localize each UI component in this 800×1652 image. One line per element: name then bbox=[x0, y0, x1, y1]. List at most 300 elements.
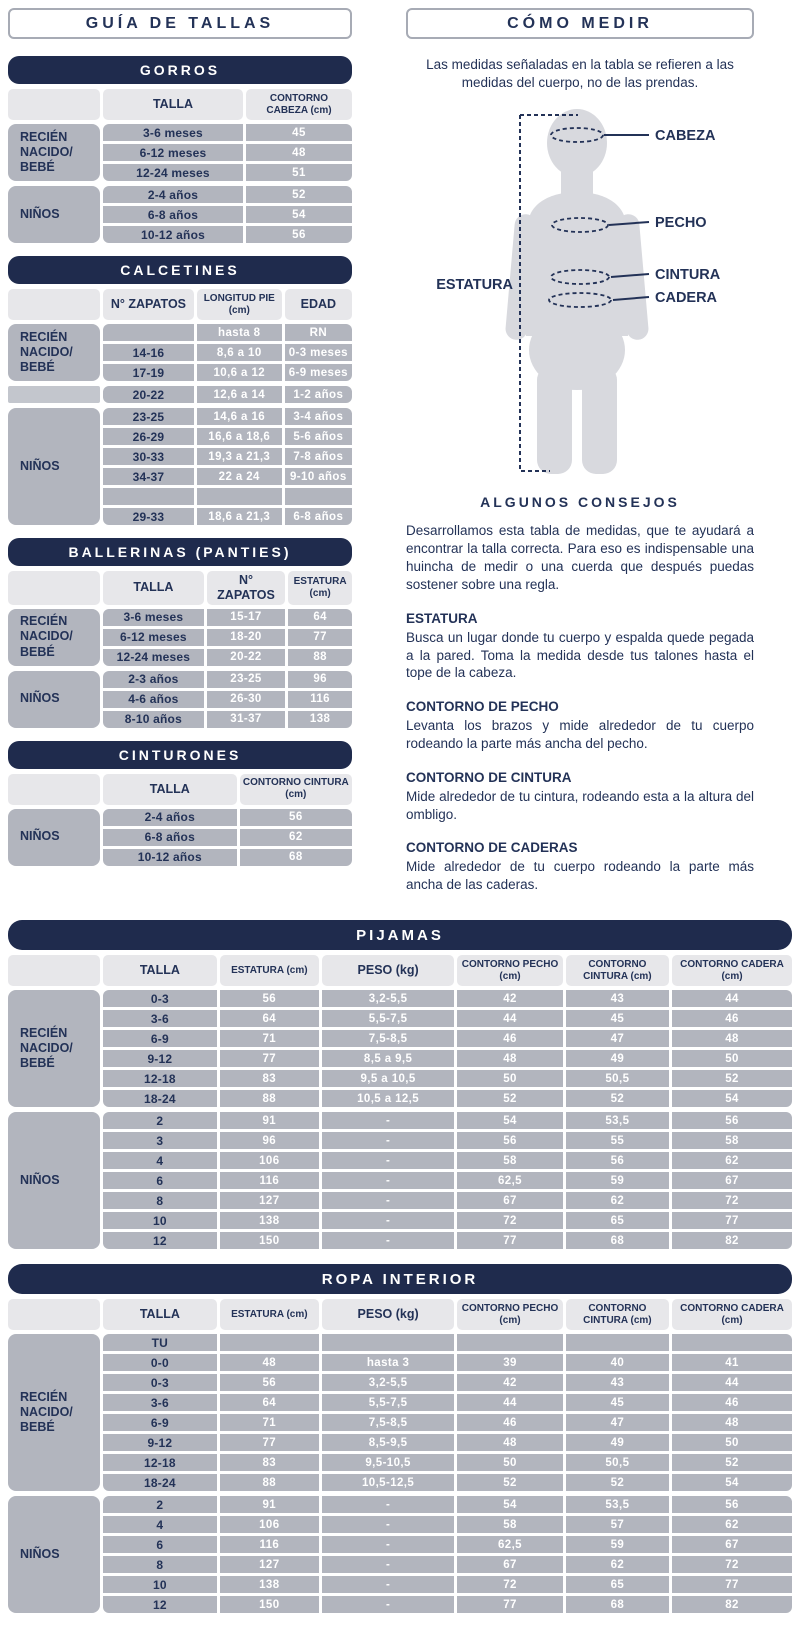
corner-cell bbox=[8, 1299, 100, 1330]
value-cell: 62 bbox=[672, 1516, 792, 1533]
group-label-cell bbox=[8, 1112, 100, 1249]
section-contorno-caderas-text: Mide alrededor de tu cuerpo rodeando la parte más ancha de las caderas. bbox=[406, 859, 754, 893]
value-cell: 45 bbox=[246, 124, 352, 141]
table-group-band bbox=[8, 408, 352, 525]
value-cell: 15-17 bbox=[207, 609, 285, 626]
table-row bbox=[103, 1010, 792, 1027]
corner-cell bbox=[8, 289, 100, 320]
value-cell: 52 bbox=[672, 1070, 792, 1087]
size-cell: 3-6 meses bbox=[103, 124, 243, 141]
value-cell: 47 bbox=[566, 1414, 669, 1431]
table-row bbox=[103, 1454, 792, 1471]
cadera-label: CADERA bbox=[655, 290, 718, 307]
value-cell: 58 bbox=[457, 1516, 562, 1533]
table-row bbox=[103, 711, 352, 728]
value-cell: 88 bbox=[220, 1474, 319, 1491]
value-cell: 6-9 meses bbox=[285, 364, 352, 381]
value-cell: - bbox=[322, 1192, 454, 1209]
value-cell: 77 bbox=[288, 629, 352, 646]
table-row bbox=[103, 691, 352, 708]
table-row bbox=[103, 144, 352, 161]
value-cell: 57 bbox=[566, 1516, 669, 1533]
value-cell: - bbox=[322, 1576, 454, 1593]
table-row bbox=[103, 488, 352, 505]
size-cell: 12 bbox=[103, 1596, 217, 1613]
value-cell: 54 bbox=[457, 1496, 562, 1513]
value-cell: 127 bbox=[220, 1556, 319, 1573]
table-group-band bbox=[8, 124, 352, 181]
value-cell: 46 bbox=[457, 1414, 562, 1431]
value-cell: 48 bbox=[457, 1434, 562, 1451]
how-to-measure-title-box bbox=[406, 8, 754, 39]
gorros-table-body bbox=[8, 89, 352, 243]
table-row bbox=[103, 829, 352, 846]
size-cell: 3-6 meses bbox=[103, 609, 204, 626]
table-row bbox=[103, 1132, 792, 1149]
size-cell: 12-18 bbox=[103, 1070, 217, 1087]
group-rows bbox=[103, 990, 792, 1107]
value-cell: 3,2-5,5 bbox=[322, 990, 454, 1007]
table-group-band bbox=[8, 809, 352, 866]
group-label: NIÑOS bbox=[20, 458, 60, 473]
value-cell: - bbox=[322, 1152, 454, 1169]
value-cell: 44 bbox=[672, 1374, 792, 1391]
column-header-cell: CONTORNO CADERA (cm) bbox=[672, 955, 792, 986]
cabeza-label: CABEZA bbox=[655, 128, 716, 145]
size-cell: 2-4 años bbox=[103, 809, 237, 826]
group-rows bbox=[103, 609, 352, 666]
value-cell: 44 bbox=[457, 1010, 562, 1027]
calcetines-title-bar bbox=[8, 256, 352, 284]
value-cell: 16,6 a 18,6 bbox=[197, 428, 282, 445]
group-label: NIÑOS bbox=[20, 691, 60, 706]
size-cell: 34-37 bbox=[103, 468, 194, 485]
value-cell: 62 bbox=[240, 829, 352, 846]
column-header-cell: TALLA bbox=[103, 955, 217, 986]
value-cell: 18,6 a 21,3 bbox=[197, 508, 282, 525]
body-measure-diagram bbox=[410, 98, 754, 488]
value-cell: 62 bbox=[672, 1152, 792, 1169]
group-rows bbox=[103, 386, 352, 403]
value-cell: 5,5-7,5 bbox=[322, 1394, 454, 1411]
value-cell: 46 bbox=[672, 1394, 792, 1411]
value-cell: 58 bbox=[457, 1152, 562, 1169]
size-cell: 4-6 años bbox=[103, 691, 204, 708]
value-cell bbox=[322, 1334, 454, 1351]
value-cell: 3-4 años bbox=[285, 408, 352, 425]
size-cell: 3 bbox=[103, 1132, 217, 1149]
gorros-title-bar bbox=[8, 56, 352, 84]
section-contorno-pecho-heading: CONTORNO DE PECHO bbox=[406, 699, 559, 715]
group-label: NIÑOS bbox=[20, 1546, 60, 1561]
column-header-cell: TALLA bbox=[103, 89, 243, 120]
table-calcetines bbox=[8, 256, 352, 525]
table-header-row bbox=[8, 774, 352, 805]
value-cell: 7,5-8,5 bbox=[322, 1030, 454, 1047]
group-label-cell bbox=[8, 1334, 100, 1491]
value-cell: RN bbox=[285, 324, 352, 341]
value-cell: 138 bbox=[220, 1576, 319, 1593]
column-header-cell: N° ZAPATOS bbox=[207, 571, 285, 605]
size-cell: 10-12 años bbox=[103, 226, 243, 243]
group-rows bbox=[103, 408, 352, 525]
group-label: NIÑOS bbox=[20, 206, 60, 221]
value-cell: 8,5-9,5 bbox=[322, 1434, 454, 1451]
value-cell: 8,5 a 9,5 bbox=[322, 1050, 454, 1067]
size-cell: 18-24 bbox=[103, 1090, 217, 1107]
column-header-cell: CONTORNO PECHO (cm) bbox=[457, 955, 562, 986]
group-label-cell bbox=[8, 408, 100, 525]
value-cell: 116 bbox=[220, 1172, 319, 1189]
value-cell: 52 bbox=[566, 1090, 669, 1107]
value-cell: 3,2-5,5 bbox=[322, 1374, 454, 1391]
column-header-cell: ESTATURA (cm) bbox=[220, 955, 319, 986]
size-cell: 6-8 años bbox=[103, 829, 237, 846]
calcetines-title: CALCETINES bbox=[120, 262, 240, 278]
table-row bbox=[103, 1414, 792, 1431]
value-cell: 77 bbox=[457, 1596, 562, 1613]
size-cell: 0-3 bbox=[103, 1374, 217, 1391]
table-ropa-interior bbox=[8, 1264, 792, 1613]
value-cell: 77 bbox=[220, 1434, 319, 1451]
size-cell: 10 bbox=[103, 1576, 217, 1593]
table-row bbox=[103, 448, 352, 465]
value-cell: - bbox=[322, 1112, 454, 1129]
value-cell: 39 bbox=[457, 1354, 562, 1371]
value-cell: 18-20 bbox=[207, 629, 285, 646]
table-header-row bbox=[8, 1299, 792, 1330]
value-cell: 83 bbox=[220, 1070, 319, 1087]
value-cell: 52 bbox=[457, 1474, 562, 1491]
group-label-cell bbox=[8, 186, 100, 243]
column-header-cell: TALLA bbox=[103, 774, 237, 805]
value-cell: 50 bbox=[672, 1050, 792, 1067]
size-cell: 6 bbox=[103, 1172, 217, 1189]
value-cell: 5,5-7,5 bbox=[322, 1010, 454, 1027]
value-cell: 6-8 años bbox=[285, 508, 352, 525]
size-cell: 12 bbox=[103, 1232, 217, 1249]
value-cell: 8,6 a 10 bbox=[197, 344, 282, 361]
value-cell: 54 bbox=[457, 1112, 562, 1129]
cinturones-title: CINTURONES bbox=[118, 746, 242, 763]
value-cell: 56 bbox=[457, 1132, 562, 1149]
value-cell: 44 bbox=[672, 990, 792, 1007]
pijamas-title: PIJAMAS bbox=[356, 926, 444, 944]
value-cell: - bbox=[322, 1596, 454, 1613]
group-label-cell bbox=[8, 124, 100, 181]
value-cell: 59 bbox=[566, 1536, 669, 1553]
value-cell: 50 bbox=[457, 1070, 562, 1087]
pecho-label: PECHO bbox=[655, 215, 707, 232]
ballerinas-table-body bbox=[8, 571, 352, 728]
table-row bbox=[103, 671, 352, 688]
value-cell bbox=[566, 1334, 669, 1351]
value-cell: 52 bbox=[672, 1454, 792, 1471]
table-row bbox=[103, 1496, 792, 1513]
value-cell: 47 bbox=[566, 1030, 669, 1047]
table-row bbox=[103, 1374, 792, 1391]
size-guide-title: GUÍA DE TALLAS bbox=[85, 14, 275, 32]
table-group-band bbox=[8, 386, 352, 403]
table-row bbox=[103, 1050, 792, 1067]
value-cell: 71 bbox=[220, 1414, 319, 1431]
value-cell: 106 bbox=[220, 1152, 319, 1169]
value-cell: 1-2 años bbox=[285, 386, 352, 403]
table-row bbox=[103, 324, 352, 341]
size-cell: 4 bbox=[103, 1516, 217, 1533]
column-header-cell: PESO (kg) bbox=[322, 955, 454, 986]
gorros-title: GORROS bbox=[139, 62, 221, 78]
group-rows bbox=[103, 809, 352, 866]
value-cell: 62 bbox=[566, 1556, 669, 1573]
table-row bbox=[103, 1596, 792, 1613]
value-cell: 48 bbox=[672, 1030, 792, 1047]
value-cell: 56 bbox=[566, 1152, 669, 1169]
group-label: RECIÉN NACIDO/ BEBÉ bbox=[20, 1025, 73, 1071]
size-cell: 23-25 bbox=[103, 408, 194, 425]
group-label: RECIÉN NACIDO/ BEBÉ bbox=[20, 329, 73, 375]
value-cell: 52 bbox=[566, 1474, 669, 1491]
value-cell: 83 bbox=[220, 1454, 319, 1471]
value-cell: 67 bbox=[672, 1536, 792, 1553]
column-header-cell: LONGITUD PIE (cm) bbox=[197, 289, 282, 320]
column-header-cell: CONTORNO PECHO (cm) bbox=[457, 1299, 562, 1330]
value-cell: 116 bbox=[288, 691, 352, 708]
table-row bbox=[103, 1434, 792, 1451]
size-cell: 9-12 bbox=[103, 1434, 217, 1451]
size-cell: 6-12 meses bbox=[103, 629, 204, 646]
section-estatura-text: Busca un lugar donde tu cuerpo y espalda quede pegada a la pared. Toma la medida desde tus talones hasta el tope de la cabeza. bbox=[406, 629, 754, 681]
table-row bbox=[103, 1536, 792, 1553]
value-cell: 9-10 años bbox=[285, 468, 352, 485]
column-header-cell: TALLA bbox=[103, 571, 204, 605]
size-cell: 26-29 bbox=[103, 428, 194, 445]
column-header-cell: CONTORNO CINTURA (cm) bbox=[566, 1299, 669, 1330]
table-header-row bbox=[8, 289, 352, 320]
value-cell: 72 bbox=[457, 1212, 562, 1229]
value-cell: 72 bbox=[457, 1576, 562, 1593]
table-row bbox=[103, 428, 352, 445]
pijamas-title-bar bbox=[8, 920, 792, 950]
group-label-cell bbox=[8, 671, 100, 728]
consejos-heading: ALGUNOS CONSEJOS bbox=[480, 494, 680, 511]
size-cell: 10 bbox=[103, 1212, 217, 1229]
size-cell: 17-19 bbox=[103, 364, 194, 381]
table-row bbox=[103, 1090, 792, 1107]
group-label: NIÑOS bbox=[20, 829, 60, 844]
column-header-cell: PESO (kg) bbox=[322, 1299, 454, 1330]
value-cell: 67 bbox=[457, 1192, 562, 1209]
group-rows bbox=[103, 1496, 792, 1613]
value-cell: 54 bbox=[672, 1090, 792, 1107]
value-cell: 150 bbox=[220, 1596, 319, 1613]
value-cell: 91 bbox=[220, 1112, 319, 1129]
size-cell: 8 bbox=[103, 1192, 217, 1209]
column-header-cell: EDAD bbox=[285, 289, 352, 320]
value-cell: 82 bbox=[672, 1596, 792, 1613]
value-cell: 0-3 meses bbox=[285, 344, 352, 361]
size-cell: 6-9 bbox=[103, 1414, 217, 1431]
table-row bbox=[103, 508, 352, 525]
value-cell: 65 bbox=[566, 1212, 669, 1229]
group-label-cell bbox=[8, 609, 100, 666]
value-cell: 54 bbox=[672, 1474, 792, 1491]
corner-cell bbox=[8, 955, 100, 986]
group-rows bbox=[103, 324, 352, 381]
size-cell: 0-3 bbox=[103, 990, 217, 1007]
section-contorno-pecho bbox=[406, 699, 754, 753]
column-header-cell: CONTORNO CADERA (cm) bbox=[672, 1299, 792, 1330]
value-cell bbox=[672, 1334, 792, 1351]
value-cell: 56 bbox=[220, 990, 319, 1007]
value-cell: 88 bbox=[220, 1090, 319, 1107]
value-cell: 68 bbox=[240, 849, 352, 866]
value-cell: 5-6 años bbox=[285, 428, 352, 445]
pijamas-table-body bbox=[8, 955, 792, 1249]
group-label-cell bbox=[8, 809, 100, 866]
size-tables-column bbox=[8, 8, 352, 894]
value-cell: 62,5 bbox=[457, 1172, 562, 1189]
value-cell: - bbox=[322, 1556, 454, 1573]
value-cell: 44 bbox=[457, 1394, 562, 1411]
value-cell: 64 bbox=[220, 1010, 319, 1027]
value-cell: 77 bbox=[457, 1232, 562, 1249]
size-cell: 0-0 bbox=[103, 1354, 217, 1371]
table-row bbox=[103, 1152, 792, 1169]
column-header-cell: CONTORNO CINTURA (cm) bbox=[566, 955, 669, 986]
table-row bbox=[103, 468, 352, 485]
group-label-cell bbox=[8, 990, 100, 1107]
value-cell: - bbox=[322, 1496, 454, 1513]
size-cell: 12-24 meses bbox=[103, 164, 243, 181]
column-header-cell: ESTATURA (cm) bbox=[220, 1299, 319, 1330]
value-cell: 42 bbox=[457, 1374, 562, 1391]
value-cell: 96 bbox=[288, 671, 352, 688]
value-cell: 31-37 bbox=[207, 711, 285, 728]
body-silhouette-figure bbox=[410, 98, 750, 483]
table-header-row bbox=[8, 571, 352, 605]
value-cell: 20-22 bbox=[207, 649, 285, 666]
value-cell: 82 bbox=[672, 1232, 792, 1249]
how-to-measure-title: CÓMO MEDIR bbox=[507, 14, 653, 32]
value-cell: 68 bbox=[566, 1232, 669, 1249]
value-cell: 64 bbox=[288, 609, 352, 626]
size-cell: 8-10 años bbox=[103, 711, 204, 728]
value-cell: 42 bbox=[457, 990, 562, 1007]
value-cell: 62,5 bbox=[457, 1536, 562, 1553]
corner-cell bbox=[8, 571, 100, 605]
value-cell: 48 bbox=[672, 1414, 792, 1431]
size-cell: 8 bbox=[103, 1556, 217, 1573]
table-group-band bbox=[8, 1112, 792, 1249]
measure-intro-text: Las medidas señaladas en la tabla se refieren a las medidas del cuerpo, no de las prendas. bbox=[426, 57, 734, 91]
size-cell bbox=[103, 488, 194, 505]
table-pijamas bbox=[8, 920, 792, 1249]
corner-cell bbox=[8, 89, 100, 120]
table-row bbox=[103, 124, 352, 141]
value-cell: 53,5 bbox=[566, 1112, 669, 1129]
top-columns bbox=[8, 8, 792, 894]
corner-cell bbox=[8, 774, 100, 805]
table-cinturones bbox=[8, 741, 352, 866]
size-cell: 10-12 años bbox=[103, 849, 237, 866]
value-cell: 88 bbox=[288, 649, 352, 666]
table-ballerinas bbox=[8, 538, 352, 728]
value-cell: 50,5 bbox=[566, 1454, 669, 1471]
size-cell: 3-6 bbox=[103, 1010, 217, 1027]
table-group-band bbox=[8, 186, 352, 243]
table-row bbox=[103, 809, 352, 826]
estatura-label: ESTATURA bbox=[436, 277, 513, 294]
group-label: RECIÉN NACIDO/ BEBÉ bbox=[20, 614, 73, 659]
value-cell: 7,5-8,5 bbox=[322, 1414, 454, 1431]
table-header-row bbox=[8, 955, 792, 986]
value-cell: 96 bbox=[220, 1132, 319, 1149]
section-contorno-cintura-text: Mide alrededor de tu cintura, rodeando esta a la altura del ombligo. bbox=[406, 788, 754, 822]
value-cell: 41 bbox=[672, 1354, 792, 1371]
value-cell: 71 bbox=[220, 1030, 319, 1047]
group-rows bbox=[103, 124, 352, 181]
section-contorno-caderas bbox=[406, 840, 754, 894]
section-contorno-cintura bbox=[406, 770, 754, 824]
column-header-cell: N° ZAPATOS bbox=[103, 289, 194, 320]
value-cell: 50 bbox=[457, 1454, 562, 1471]
size-cell: 3-6 bbox=[103, 1394, 217, 1411]
table-row bbox=[103, 1556, 792, 1573]
value-cell: - bbox=[322, 1172, 454, 1189]
table-row bbox=[103, 1172, 792, 1189]
section-contorno-pecho-text: Levanta los brazos y mide alrededor de tu cuerpo rodeando la parte más ancha del pecho. bbox=[406, 718, 754, 751]
table-row bbox=[103, 649, 352, 666]
size-cell: 12-24 meses bbox=[103, 649, 204, 666]
child-silhouette bbox=[505, 109, 650, 474]
value-cell: 65 bbox=[566, 1576, 669, 1593]
value-cell: 59 bbox=[566, 1172, 669, 1189]
value-cell: 23-25 bbox=[207, 671, 285, 688]
value-cell: 72 bbox=[672, 1556, 792, 1573]
value-cell: 138 bbox=[220, 1212, 319, 1229]
value-cell bbox=[220, 1334, 319, 1351]
value-cell: 77 bbox=[672, 1576, 792, 1593]
table-row bbox=[103, 1232, 792, 1249]
table-row bbox=[103, 1030, 792, 1047]
table-row bbox=[103, 344, 352, 361]
ropa-interior-table-body bbox=[8, 1299, 792, 1613]
section-estatura bbox=[406, 611, 754, 682]
table-row bbox=[103, 1334, 792, 1351]
value-cell: 51 bbox=[246, 164, 352, 181]
group-rows bbox=[103, 671, 352, 728]
value-cell: 43 bbox=[566, 1374, 669, 1391]
column-header-cell: TALLA bbox=[103, 1299, 217, 1330]
ropa-interior-title: ROPA INTERIOR bbox=[321, 1270, 479, 1288]
size-cell: 29-33 bbox=[103, 508, 194, 525]
table-row bbox=[103, 1070, 792, 1087]
size-cell: 4 bbox=[103, 1152, 217, 1169]
value-cell: 52 bbox=[246, 186, 352, 203]
value-cell: 52 bbox=[457, 1090, 562, 1107]
table-row bbox=[103, 386, 352, 403]
table-row bbox=[103, 1576, 792, 1593]
value-cell: 56 bbox=[240, 809, 352, 826]
value-cell: 56 bbox=[672, 1112, 792, 1129]
cintura-label: CINTURA bbox=[655, 267, 721, 284]
value-cell: 9,5-10,5 bbox=[322, 1454, 454, 1471]
value-cell: 49 bbox=[566, 1434, 669, 1451]
value-cell: 9,5 a 10,5 bbox=[322, 1070, 454, 1087]
value-cell: 56 bbox=[220, 1374, 319, 1391]
value-cell: 54 bbox=[246, 206, 352, 223]
